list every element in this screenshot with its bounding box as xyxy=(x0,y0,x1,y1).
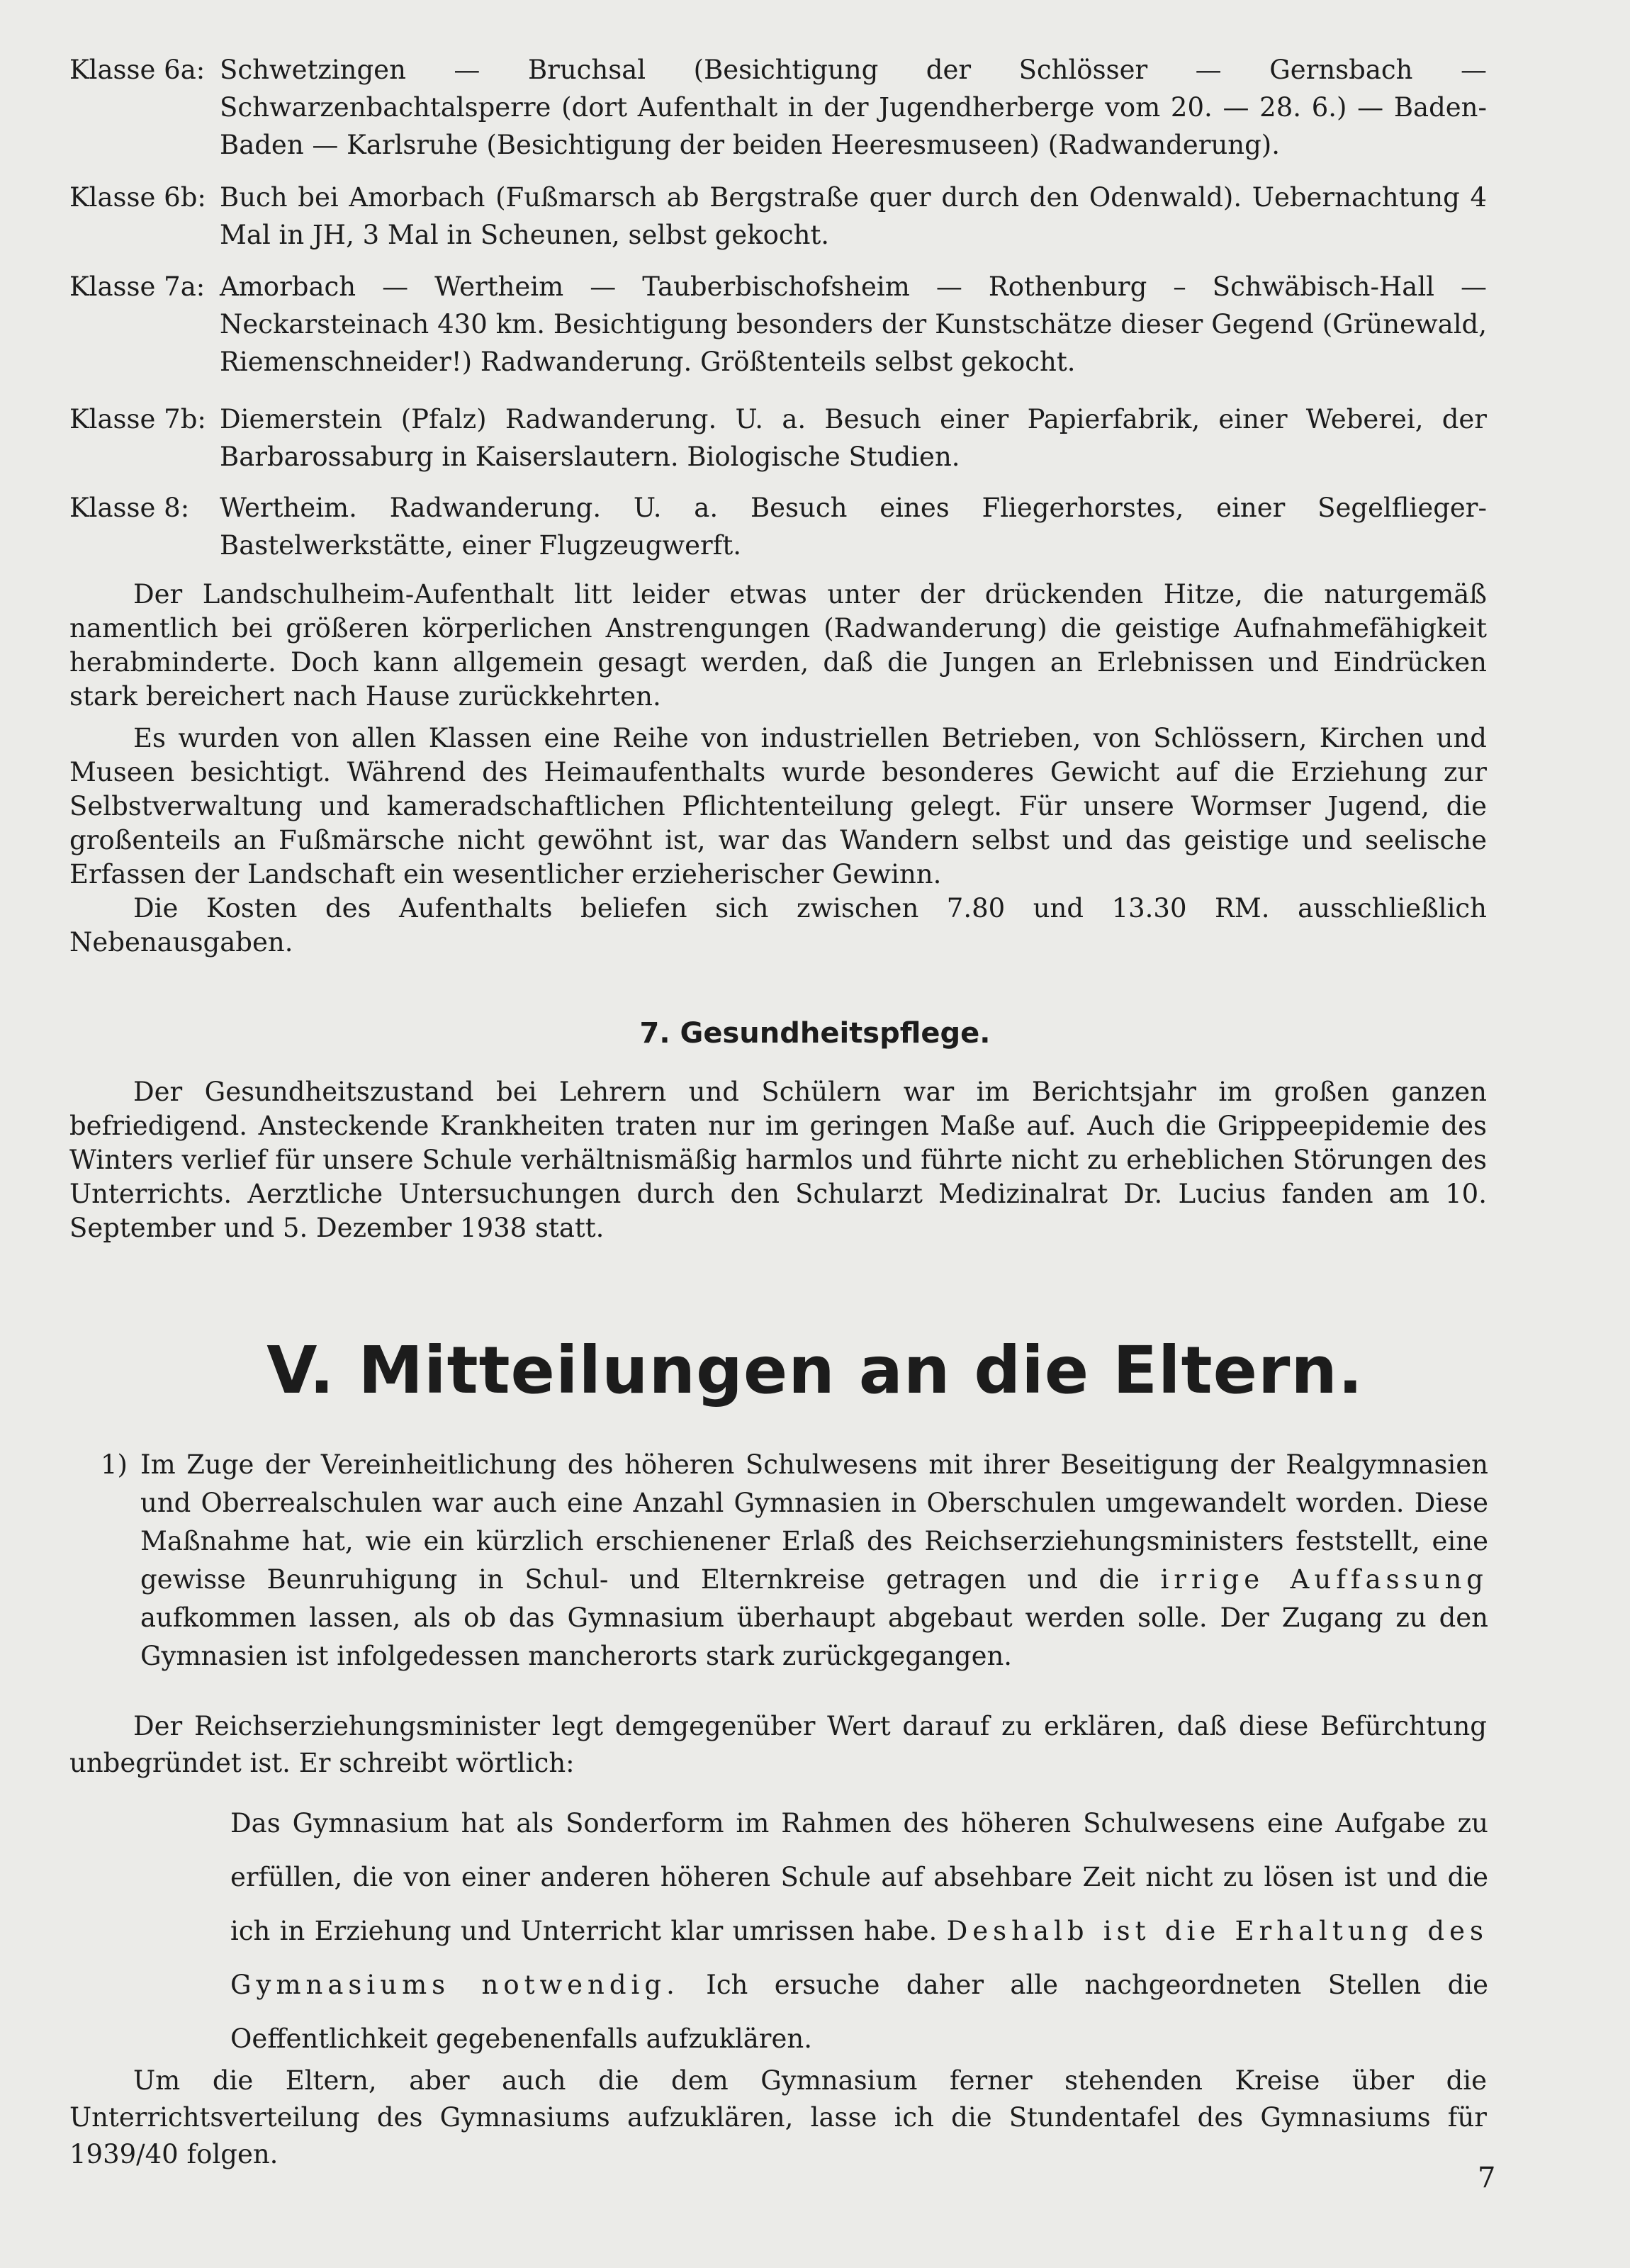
closing-paragraph: Um die Eltern, aber auch die dem Gymnasium ferner stehenden Kreise über die Unterrichtsverteilung des Gymnasiums aufzuklären, lasse ich die Stundentafel des Gymnasiums für 1939/40 folgen. xyxy=(69,2065,1487,2169)
item-1 xyxy=(50,1446,1488,1675)
klasse-text: Wertheim. Radwanderung. U. a. Besuch eines Fliegerhorstes, einer Segelflieger-Bastelwerkstätte, einer Flugzeugwerft. xyxy=(220,493,1487,561)
klasse-label: Klasse 8: xyxy=(69,493,190,523)
klasse-text: Diemerstein (Pfalz) Radwanderung. U. a. Besuch einer Papierfabrik, einer Weberei, der Barbarossaburg in Kaiserslautern. Biologische Studien. xyxy=(220,404,1487,472)
kosten-paragraph: Die Kosten des Aufenthalts beliefen sich zwischen 7.80 und 13.30 RM. ausschließlich Nebenausgaben. xyxy=(69,893,1487,958)
klasse-label: Klasse 6b: xyxy=(69,182,206,213)
klasse-7a-entry xyxy=(69,268,1487,381)
klasse-8-entry xyxy=(69,489,1487,564)
besichtigung-paragraph: Es wurden von allen Klassen eine Reihe von industriellen Betrieben, von Schlössern, Kirchen und Museen besichtigt. Während des Heimaufenthalts wurde besonderes Gewicht auf die Erziehung zur Selbstverwaltung und kameradschaftlichen Pflichtenteilung gelegt. Für unsere Wormser Jugend, die großenteils an Fußmärsche nicht gewöhnt ist, war das Wandern selbst und das geistige und seelische Erfassen der Landschaft ein wesentlicher erzieherischer Gewinn. xyxy=(69,723,1487,889)
klasse-label: Klasse 6a: xyxy=(69,55,206,85)
item-1-text-part-b: aufkommen lassen, als ob das Gymnasium überhaupt abgebaut werden solle. Der Zugang zu den Gymnasien ist infolgedessen mancherorts stark zurückgegangen. xyxy=(140,1602,1488,1671)
klasse-label: Klasse 7b: xyxy=(69,404,206,434)
quote-part-a: Das Gymnasium hat als Sonderform im Rahmen des höheren Schulwesens eine Aufgabe zu erfüllen, die von einer anderen höheren Schule auf absehbare Zeit nicht zu lösen ist und die ich in Erziehung und Unterricht klar umrissen habe. xyxy=(230,1808,1488,1946)
klasse-7b-entry xyxy=(69,400,1487,476)
section-7-title: 7. Gesundheitspflege. xyxy=(639,1017,991,1050)
item-1-text xyxy=(140,1446,1488,1675)
chapter-title: V. Mitteilungen an die Eltern. xyxy=(266,1332,1364,1408)
item-number: 1) xyxy=(101,1449,128,1480)
klasse-6a-entry xyxy=(69,51,1487,164)
klasse-text: Buch bei Amorbach (Fußmarsch ab Bergstraße quer durch den Odenwald). Uebernachtung 4 Mal in JH, 3 Mal in Scheunen, selbst gekocht. xyxy=(220,182,1487,250)
gesundheit-paragraph: Der Gesundheitszustand bei Lehrern und Schülern war im Berichtsjahr im großen ganzen befriedigend. Ansteckende Krankheiten traten nur im geringen Maße auf. Auch die Grippeepidemie des Winters verlief für unsere Schule verhältnismäßig harmlos und führte nicht zu erheblichen Störungen des Unterrichts. Aerztliche Untersuchungen durch den Schularzt Medizinalrat Dr. Lucius fanden am 10. September und 5. Dezember 1938 statt. xyxy=(69,1077,1487,1243)
klasse-label: Klasse 7a: xyxy=(69,271,206,302)
minister-paragraph: Der Reichserziehungsminister legt demgegenüber Wert darauf zu erklären, daß diese Befürchtung unbegründet ist. Er schreibt wörtlich: xyxy=(69,1711,1487,1778)
klasse-6b-entry xyxy=(69,179,1487,254)
landschulheim-paragraph: Der Landschulheim-Aufenthalt litt leider etwas unter der drückenden Hitze, die naturgemäß namentlich bei größeren körperlichen Anstrengungen (Radwanderung) die geistige Aufnahmefähigkeit herabminderte. Doch kann allgemein gesagt werden, daß die Jungen an Erlebnissen und Eindrücken stark bereichert nach Hause zurückkehrten. xyxy=(69,579,1487,712)
quote-part-b: Ich ersuche daher alle nachgeordneten Stellen die Oeffentlichkeit gegebenenfalls aufzuklären. xyxy=(230,1970,1488,2054)
minister-quote xyxy=(230,1797,1488,2066)
klasse-text: Amorbach — Wertheim — Tauberbischofsheim — Rothenburg – Schwäbisch-Hall — Neckarsteinach 430 km. Besichtigung besonders der Kunstschätze dieser Gegend (Grünewald, Riemenschneider!) Radwanderung. Größtenteils selbst gekocht. xyxy=(220,271,1487,377)
klasse-text: Schwetzingen — Bruchsal (Besichtigung der Schlösser — Gernsbach — Schwarzenbachtalsperre (dort Aufenthalt in der Jugendherberge vom 20. — 28. 6.) — Baden-Baden — Karlsruhe (Besichtigung der beiden Heeresmuseen) (Radwanderung). xyxy=(220,55,1487,160)
emphasis-irrige-auffassung: irrige Auffassung xyxy=(1160,1564,1488,1595)
quote-emphasis: Deshalb ist die Erhaltung des Gymnasiums notwendig. xyxy=(230,1916,1488,2000)
item-1-text-part-a: Im Zuge der Vereinheitlichung des höheren Schulwesens mit ihrer Beseitigung der Realgymnasien und Oberrealschulen war auch eine Anzahl Gymnasien in Oberschulen umgewandelt worden. Diese Maßnahme hat, wie ein kürzlich erschienener Erlaß des Reichserziehungsministers feststellt, eine gewisse Beunruhigung in Schul- und Elternkreise getragen und die xyxy=(140,1449,1488,1595)
page-number: 7 xyxy=(1478,2162,1496,2194)
